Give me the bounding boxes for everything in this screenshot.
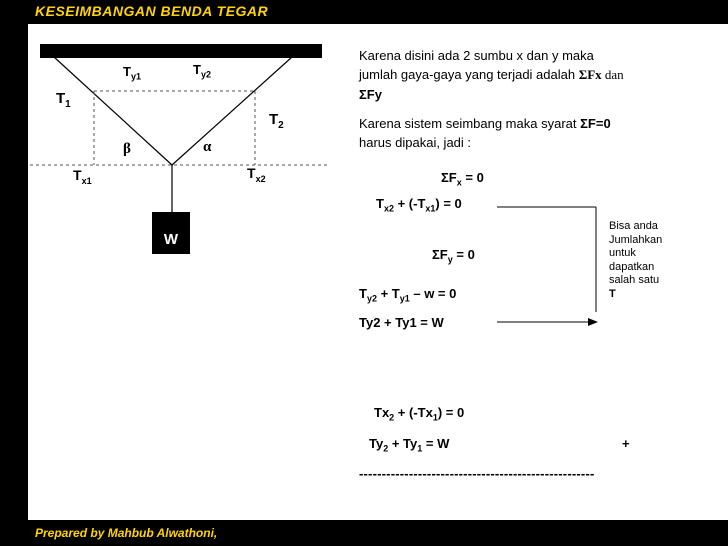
label-t2: $T_2$ xyxy=(269,111,284,131)
label-beta: β xyxy=(123,141,131,157)
para1-line2: jumlah gaya-gaya yang terjadi adalah ΣFx dan xyxy=(359,67,624,82)
footer-credit: Prepared by Mahbub Alwathoni, xyxy=(35,526,218,540)
equation-ty-sum: Ty2 + Ty1 = W xyxy=(359,315,444,330)
para1-line3: ΣFy xyxy=(359,87,382,102)
equation-sum-fx: $\Sigma F_x = 0$ xyxy=(441,170,484,188)
weight-block: W xyxy=(152,212,190,254)
label-ty2: $T_{y2}$ xyxy=(193,62,211,80)
side-note: Bisa anda Jumlahkan untuk dapatkan salah satu T xyxy=(609,220,663,300)
para2-line1: Karena sistem seimbang maka syarat ΣF=0 xyxy=(359,116,611,131)
ceiling-bar xyxy=(40,44,322,58)
label-tx2: $T_{x2}$ xyxy=(247,165,266,184)
label-tx1: $T_{x1}$ xyxy=(73,167,92,186)
equation-tx-repeat: $Tx_2 + (-Tx_1) = 0$ xyxy=(374,405,465,423)
slide-title: KESEIMBANGAN BENDA TEGAR xyxy=(35,3,269,19)
dash-separator: ---------------------------------------------------- xyxy=(359,466,595,481)
para2-line2: harus dipakai, jadi : xyxy=(359,135,472,150)
para1-line1: Karena disini ada 2 sumbu x dan y maka xyxy=(359,48,594,63)
equation-ty-repeat: $Ty_2 + Ty_1 = W$ xyxy=(369,436,450,454)
equation-tx: $T_{x2} + (-T_{x1}) = 0$ xyxy=(376,196,462,214)
equation-sum-fy: $\Sigma F_y = 0$ xyxy=(432,247,475,265)
arrowhead xyxy=(588,318,598,326)
equation-ty-w: $T_{y2} + T_{y1} - w = 0$ xyxy=(359,286,457,304)
rope-t1 xyxy=(54,57,172,165)
label-t1: $T_1$ xyxy=(56,90,71,110)
plus-sign: + xyxy=(622,436,630,451)
label-ty1: $T_{y1}$ xyxy=(123,64,141,82)
label-alpha: α xyxy=(203,139,212,155)
